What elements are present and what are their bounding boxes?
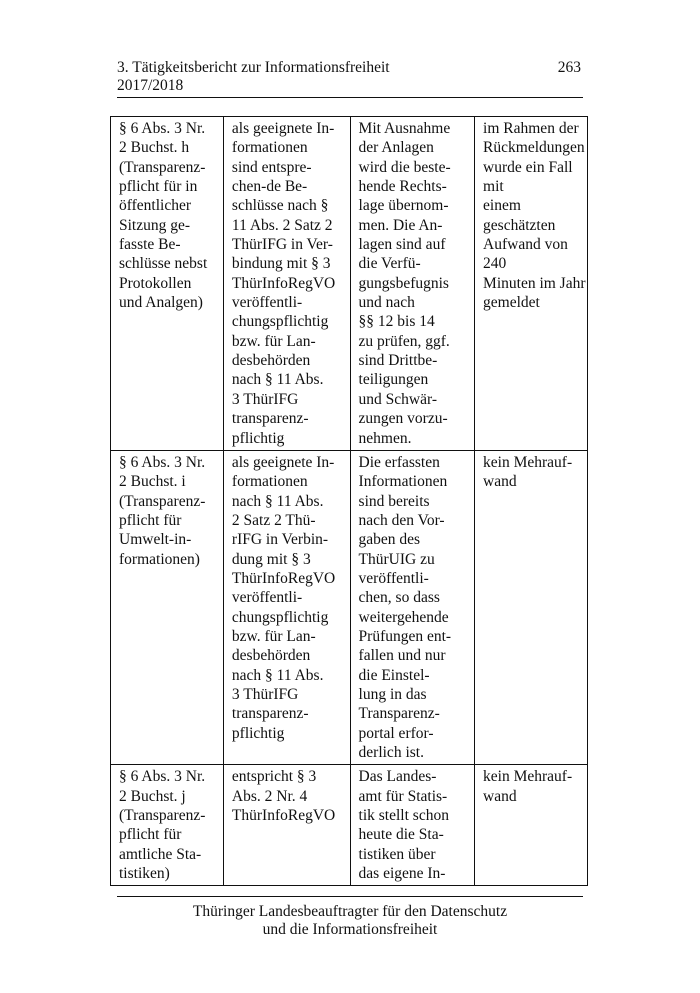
header-title: 3. Tätigkeitsbericht zur Informationsfreiheit 2017/2018 xyxy=(117,59,390,94)
table-cell-classification: als geeignete In- formationen sind entspre- chen-de Be- schlüsse nach § 11 Abs. 2 Satz 2 ThürIFG in Ver- bindung mit § 3 ThürInfoRegVO veröffentli- chungspflichtig bzw. für Lan- desbehörden nach § 11 Abs. 3 ThürIFG transparenz- pflichtig xyxy=(223,117,350,451)
table-cell-classification: als geeignete In- formationen nach § 11 Abs. 2 Satz 2 Thü- rIFG in Verbin- dung mit § 3 ThürInfoRegVO veröffentli- chungspflichtig bzw. für Lan- desbehörden nach § 11 Abs. 3 ThürIFG transparenz- pflichtig xyxy=(223,450,350,765)
footer-text: Thüringer Landesbeauftragter für den Datenschutz und die Informationsfreiheit xyxy=(192,903,508,938)
page-number: 263 xyxy=(557,59,581,76)
table-cell-provision: § 6 Abs. 3 Nr. 2 Buchst. h (Transparenz- pflicht für in öffentlicher Sitzung ge- fasste Be- schlüsse nebst Protokollen und Analgen) xyxy=(111,117,224,451)
table-row xyxy=(111,765,588,886)
table-cell-effort: kein Mehrauf- wand xyxy=(475,765,588,886)
table-cell-assessment: Die erfassten Informationen sind bereits nach den Vor- gaben des ThürUIG zu veröffentli- chen, so dass weitergehende Prüfungen ent- fallen und nur die Einstel- lung in das Transparenz- portal erfor- derlich ist. xyxy=(350,450,475,765)
table-cell-effort: im Rahmen der Rückmeldungen wurde ein Fall mit einem geschätzten Aufwand von 240 Minuten im Jahr gemeldet xyxy=(475,117,588,451)
page-header xyxy=(117,57,583,98)
table-row xyxy=(111,117,588,451)
table-cell-assessment: Das Landes- amt für Statis- tik stellt schon heute die Sta- tistiken über das eigene In- xyxy=(350,765,475,886)
table-cell-provision: § 6 Abs. 3 Nr. 2 Buchst. i (Transparenz- pflicht für Umwelt-in- formationen) xyxy=(111,450,224,765)
page-footer xyxy=(117,896,583,939)
regulation-table xyxy=(110,116,588,886)
table-row xyxy=(111,450,588,765)
table-cell-provision: § 6 Abs. 3 Nr. 2 Buchst. j (Transparenz- pflicht für amtliche Sta- tistiken) xyxy=(111,765,224,886)
table-cell-classification: entspricht § 3 Abs. 2 Nr. 4 ThürInfoRegVO xyxy=(223,765,350,886)
table-cell-assessment: Mit Ausnahme der Anlagen wird die beste- hende Rechts- lage übernom- men. Die An- lagen sind auf die Verfü- gungsbefugnis und nach §§ 12 bis 14 zu prüfen, ggf. sind Drittbe- teiligungen und Schwär- zungen vorzu- nehmen. xyxy=(350,117,475,451)
table-cell-effort: kein Mehrauf- wand xyxy=(475,450,588,765)
